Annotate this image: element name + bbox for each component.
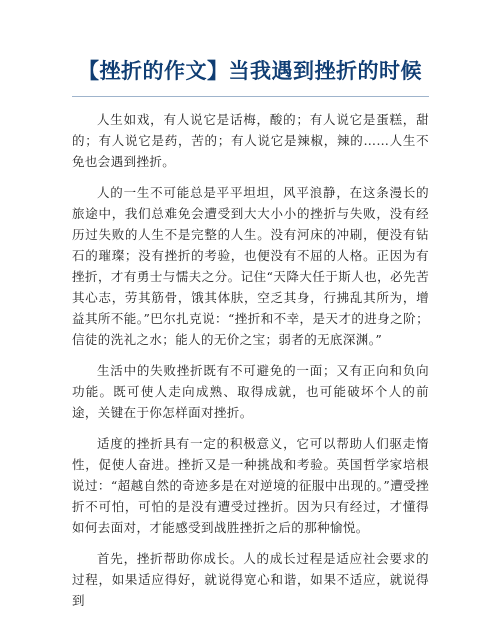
article-body xyxy=(72,109,429,621)
title-divider xyxy=(72,96,429,97)
page-title: 【挫折的作文】当我遇到挫折的时候 xyxy=(78,59,422,83)
paragraph-1: 人生如戏，有人说它是话梅，酸的；有人说它是蛋糕，甜的；有人说它是药，苦的；有人说它是辣椒，辣的……人生不免也会遇到挫折。 xyxy=(72,112,429,169)
paragraph-5: 首先，挫折帮助你成长。人的成长过程是适应社会要求的过程，如果适应得好，就说得宽心和谐，如果不适应，就说得到 xyxy=(72,551,429,608)
paragraph-4: 适度的挫折具有一定的积极意义，它可以帮助人们驱走惰性，促使人奋进。挫折又是一种挑战和考验。英国哲学家培根说过：“超越自然的奇迹多是在对逆境的征服中出现的。”遭受挫折不可怕，可怕的是没有遭受过挫折。因为只有经过，才懂得如何去面对，才能感受到战胜挫折之后的那种愉悦。 xyxy=(72,436,429,535)
paragraph-2: 人的一生不可能总是平平坦坦，风平浪静，在这条漫长的旅途中，我们总难免会遭受到大大小小的挫折与失败，没有经历过失败的人生不是完整的人生。没有河床的冲刷，便没有钻石的璀璨；没有挫折的考验，也便没有不屈的人格。正因为有挫折，才有勇士与懦夫之分。记住“天降大任于斯人也，必先苦其心志，劳其筋骨，饿其体肤，空乏其身，行拂乱其所为，增益其所不能。”巴尔扎克说：“挫折和不幸，是天才的进身之阶；信徒的洗礼之水；能人的无价之宝；弱者的无底深渊。” xyxy=(72,185,429,347)
paragraph-3: 生活中的失败挫折既有不可避免的一面；又有正向和负向功能。既可使人走向成熟、取得成就，也可能破坏个人的前途，关键在于你怎样面对挫折。 xyxy=(72,363,429,420)
